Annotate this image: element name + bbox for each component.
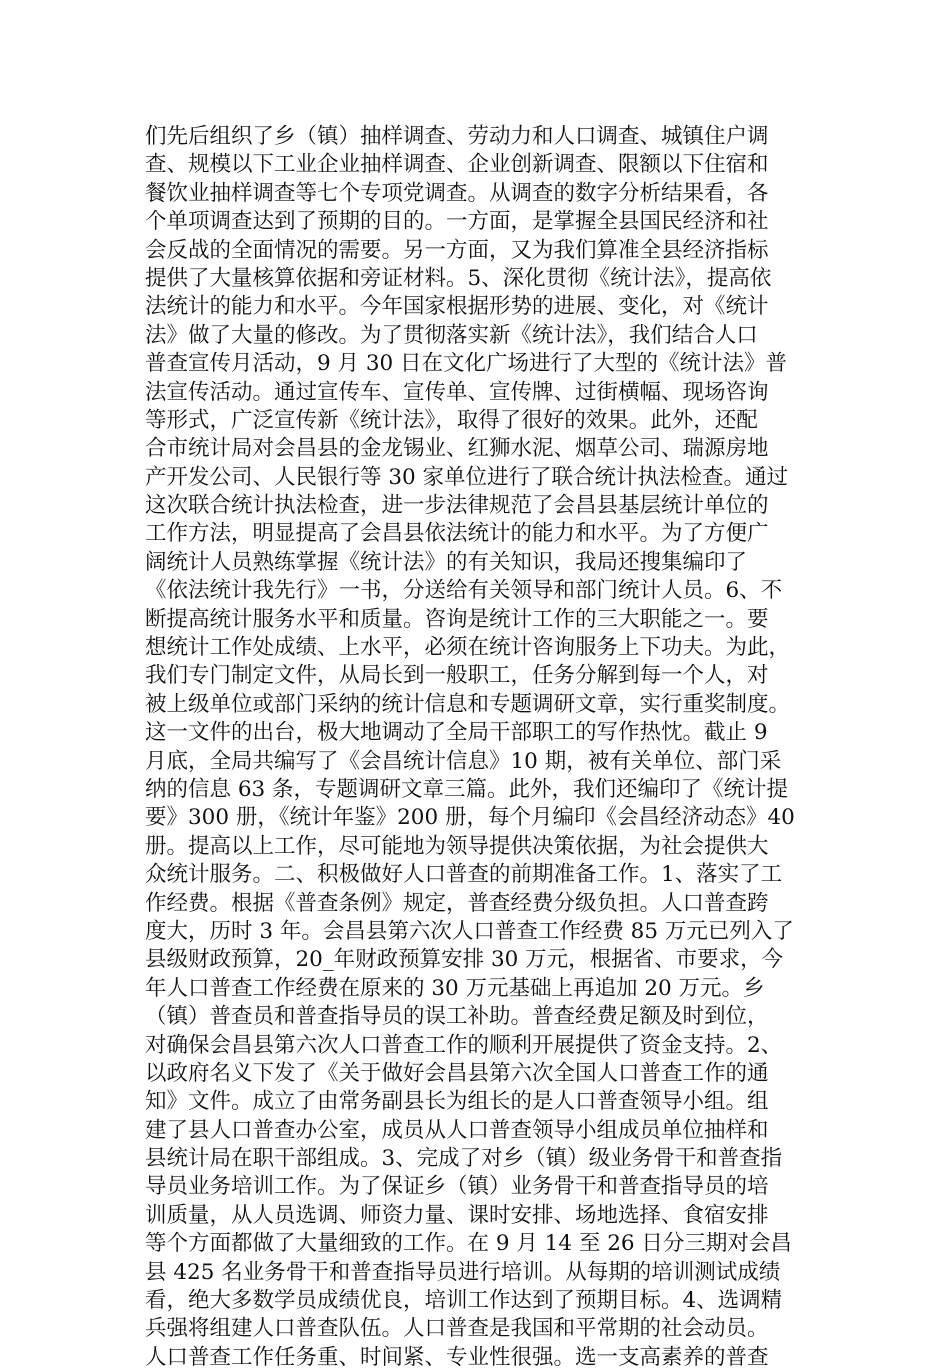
text-line: 提供了大量核算依据和旁证材料。5、深化贯彻《统计法》，提高依	[145, 265, 772, 291]
text-line: 法》做了大量的修改。为了贯彻落实新《统计法》，我们结合人口	[145, 322, 758, 348]
text-line: 等形式，广泛宣传新《统计法》，取得了很好的效果。此外，还配	[145, 407, 758, 433]
text-line: 等个方面都做了大量细致的工作。在 9 月 14 至 26 日分三期对会昌	[145, 1231, 792, 1257]
text-line: 册。提高以上工作，尽可能地为领导提供决策依据，为社会提供大	[145, 833, 769, 859]
text-line: 会反战的全面情况的需要。另一方面，又为我们算准全县经济指标	[145, 237, 769, 263]
text-line: 月底，全局共编写了《会昌统计信息》10 期，被有关单位、部门采	[145, 748, 782, 774]
text-line: 县级财政预算，20_年财政预算安排 30 万元，根据省、市要求，今	[145, 947, 784, 973]
text-line: 兵强将组建人口普查队伍。人口普查是我国和平常期的社会动员。	[145, 1316, 769, 1342]
text-line: 众统计服务。二、积极做好人口普查的前期准备工作。1、落实了工	[145, 862, 783, 888]
text-line: 们先后组织了乡（镇）抽样调查、劳动力和人口调查、城镇住户调	[145, 124, 769, 149]
text-line: 被上级单位或部门采纳的统计信息和专题调研文章，实行重奖制度。	[145, 691, 791, 717]
text-line: 普查宣传月活动，9 月 30 日在文化广场进行了大型的《统计法》普	[145, 351, 788, 377]
text-line: 知》文件。成立了由常务副县长为组长的是人口普查领导小组。组	[145, 1089, 769, 1115]
text-line: 合市统计局对会昌县的金龙锡业、红狮水泥、烟草公司、瑞源房地	[145, 436, 769, 462]
text-line: 《依法统计我先行》一书，分送给有关领导和部门统计人员。6、不	[145, 578, 783, 604]
text-line: 查、规模以下工业企业抽样调查、企业创新调查、限额以下住宿和	[145, 152, 769, 178]
text-line: 对确保会昌县第六次人口普查工作的顺利开展提供了资金支持。2、	[145, 1032, 783, 1058]
text-line: 法统计的能力和水平。今年国家根据形势的进展、变化，对《统计	[145, 294, 769, 320]
text-line: 产开发公司、人民银行等 30 家单位进行了联合统计执法检查。通过	[145, 464, 789, 490]
text-line: 人口普查工作任务重、时间紧、专业性很强。选一支高素养的普查	[145, 1344, 769, 1370]
text-line: 以政府名义下发了《关于做好会昌县第六次全国人口普查工作的通	[145, 1060, 769, 1086]
text-line: （镇）普查员和普查指导员的误工补助。普查经费足额及时到位，	[145, 1004, 769, 1030]
text-line: 县统计局在职干部组成。3、完成了对乡（镇）级业务骨干和普查指	[145, 1146, 783, 1172]
text-line: 纳的信息 63 条，专题调研文章三篇。此外，我们还编印了《统计提	[145, 776, 789, 802]
text-line: 这一文件的出台，极大地调动了全局干部职工的写作热忱。截止 9	[145, 720, 768, 746]
text-line: 我们专门制定文件，从局长到一般职工，任务分解到每一个人，对	[145, 663, 769, 689]
text-line: 导员业务培训工作。为了保证乡（镇）业务骨干和普查指导员的培	[145, 1174, 769, 1200]
text-line: 训质量，从人员选调、师资力量、课时安排、场地选择、食宿安排	[145, 1202, 769, 1228]
text-line: 建了县人口普查办公室，成员从人口普查领导小组成员单位抽样和	[145, 1117, 769, 1143]
text-line: 度大，历时 3 年。会昌县第六次人口普查工作经费 85 万元已列入了	[145, 918, 794, 944]
text-line: 想统计工作处成绩、上水平，必须在统计咨询服务上下功夫。为此，	[145, 635, 791, 661]
text-line: 餐饮业抽样调查等七个专项党调查。从调查的数字分析结果看，各	[145, 180, 769, 206]
text-line: 法宣传活动。通过宣传车、宣传单、宣传牌、过街横幅、现场咨询	[145, 379, 769, 405]
text-line: 年人口普查工作经费在原来的 30 万元基础上再追加 20 万元。乡	[145, 975, 765, 1001]
text-line: 阔统计人员熟练掌握《统计法》的有关知识，我局还搜集编印了	[145, 549, 748, 575]
body-text	[145, 123, 825, 1372]
text-line: 这次联合统计执法检查，进一步法律规范了会昌县基层统计单位的	[145, 493, 769, 519]
text-line: 工作方法，明显提高了会昌县依法统计的能力和水平。为了方便广	[145, 521, 769, 547]
text-line: 作经费。根据《普查条例》规定，普查经费分级负担。人口普查跨	[145, 890, 769, 916]
text-line: 断提高统计服务水平和质量。咨询是统计工作的三大职能之一。要	[145, 606, 769, 632]
text-line: 县 425 名业务骨干和普查指导员进行培训。从每期的培训测试成绩	[145, 1259, 781, 1285]
text-line: 个单项调查达到了预期的目的。一方面，是掌握全县国民经济和社	[145, 209, 769, 235]
text-line: 看，绝大多数学员成绩优良，培训工作达到了预期目标。4、选调精	[145, 1288, 783, 1314]
text-line: 要》300 册，《统计年鉴》200 册，每个月编印《会昌经济动态》40	[145, 805, 795, 831]
